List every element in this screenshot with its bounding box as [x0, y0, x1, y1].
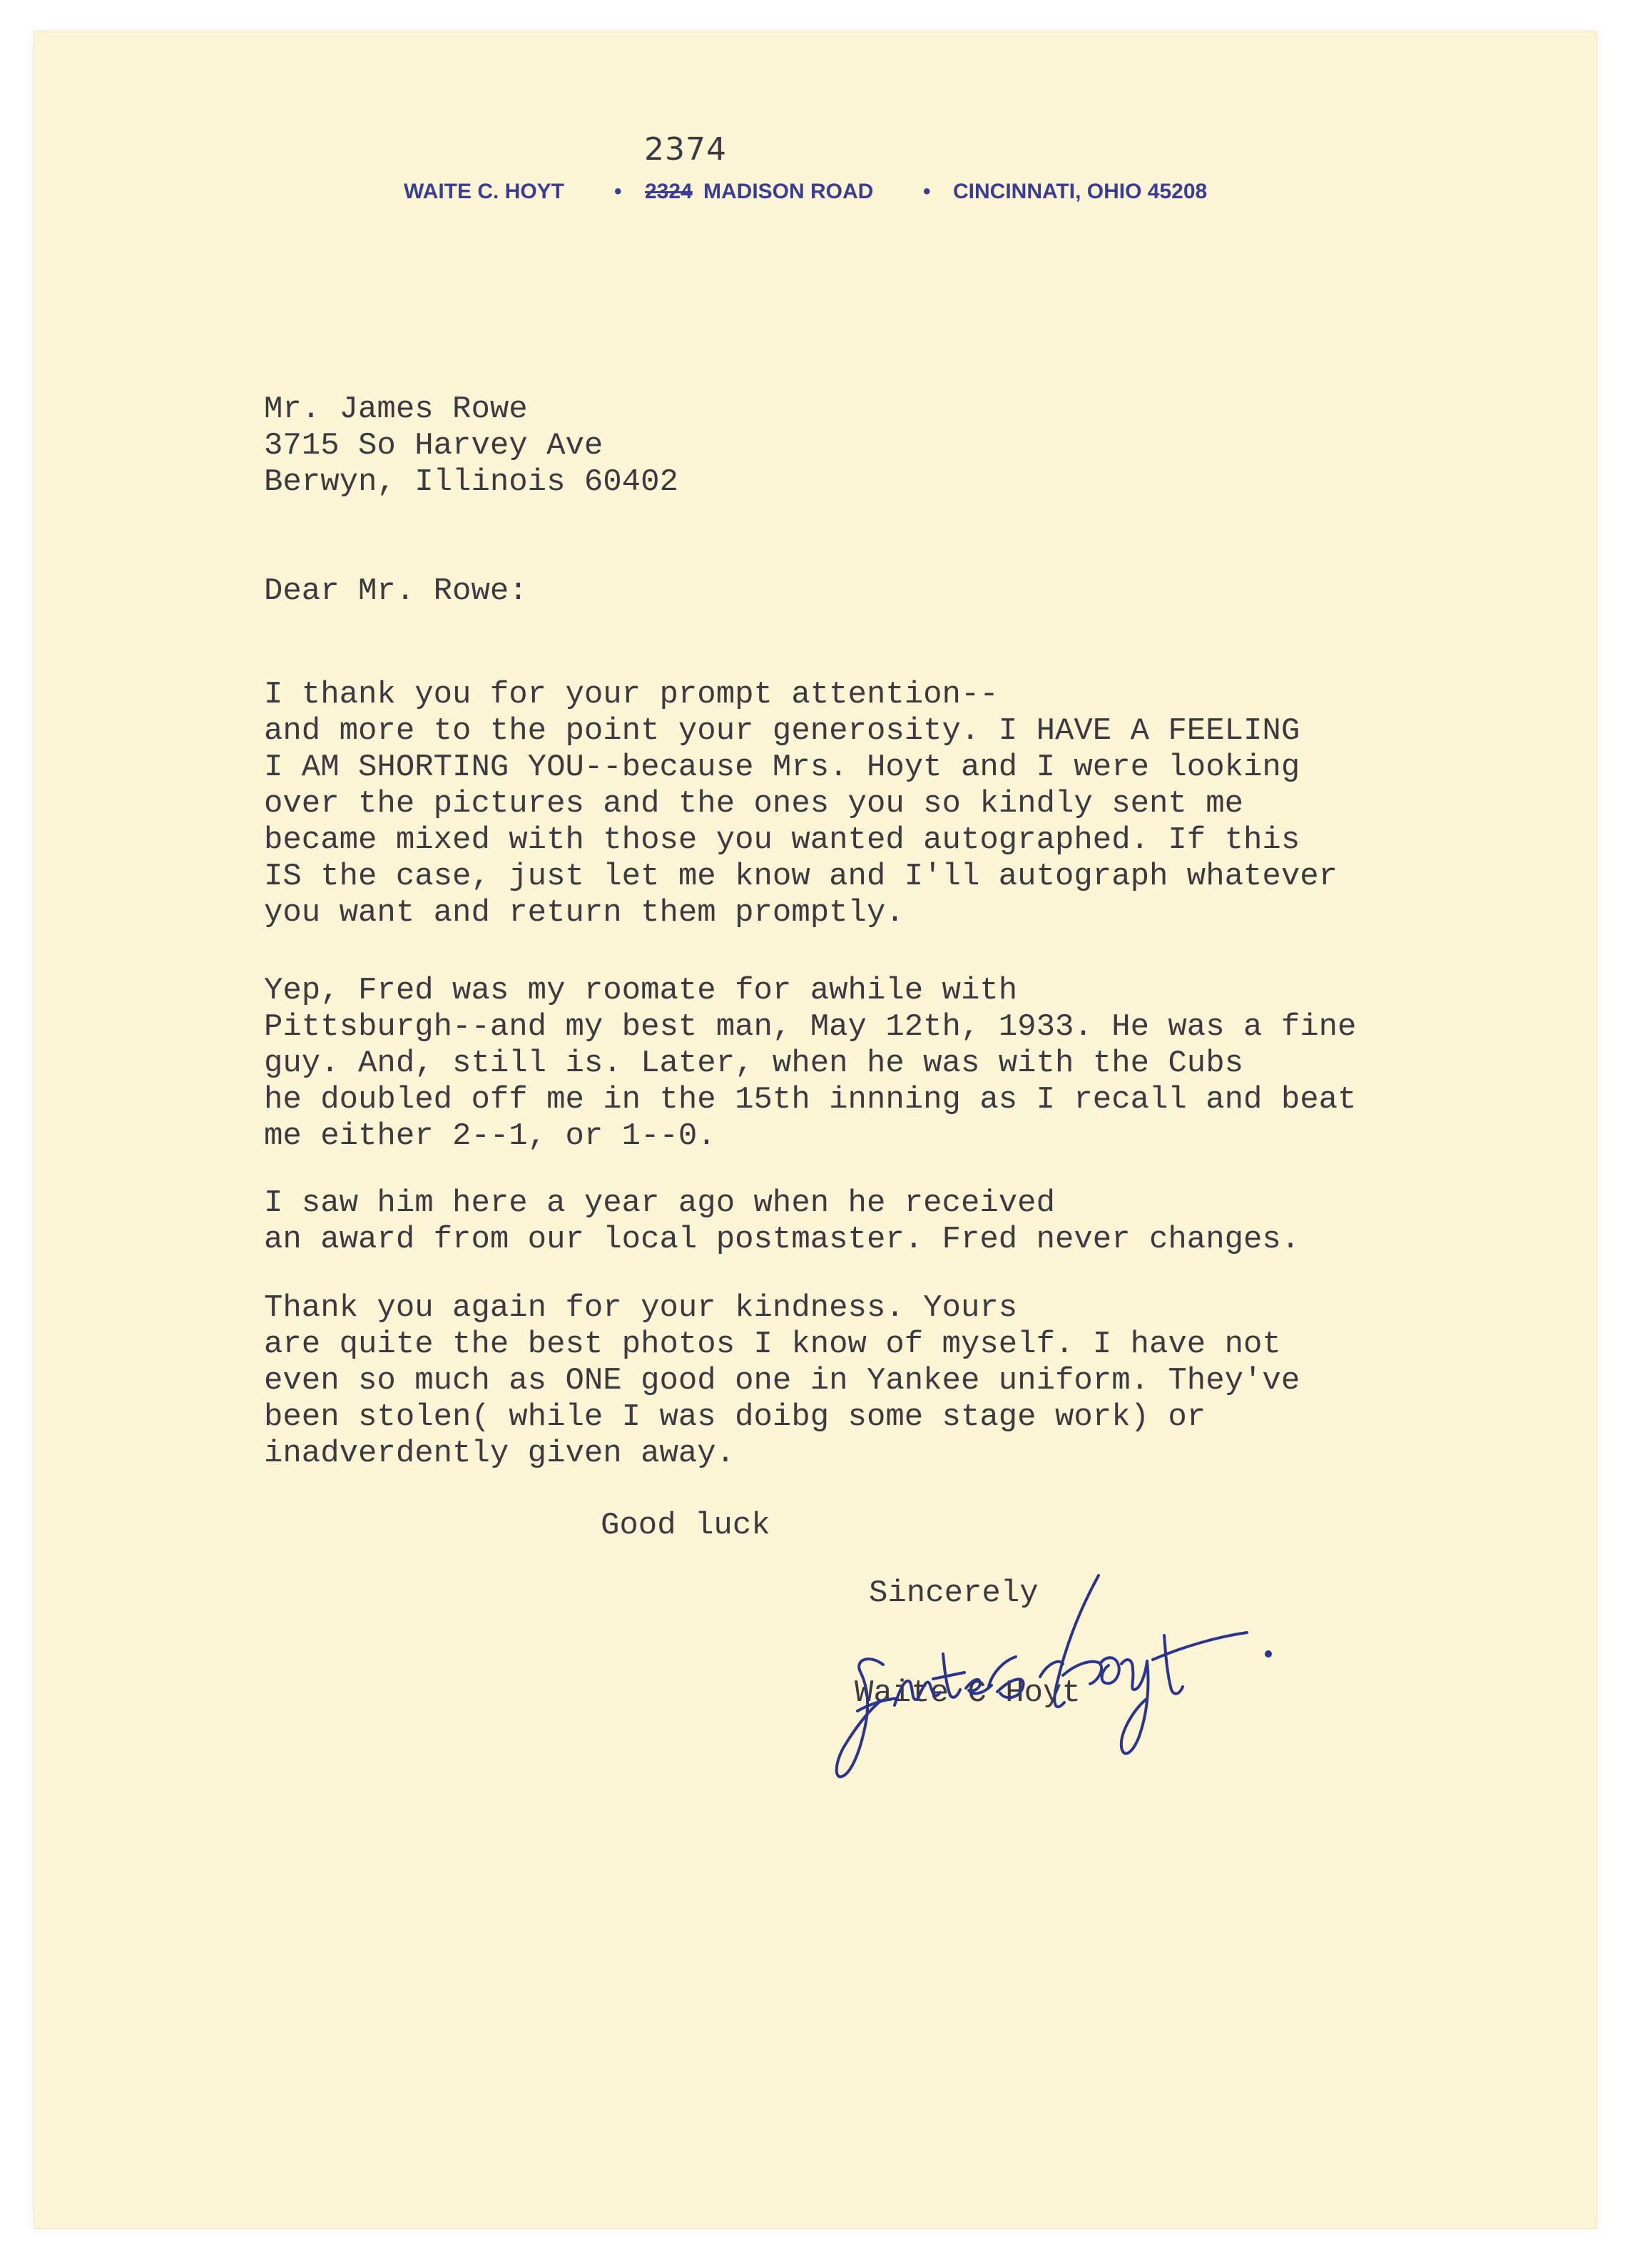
body-line: me either 2--1, or 1--0.: [264, 1118, 716, 1154]
body-line: guy. And, still is. Later, when he was with the Cubs: [264, 1046, 1244, 1081]
letterhead: [404, 180, 1295, 208]
body-line: I AM SHORTING YOU--because Mrs. Hoyt and I were looking: [264, 750, 1300, 785]
body-paragraph-1: [264, 677, 1338, 931]
letterhead-struck-number: 2324: [645, 180, 693, 203]
body-line: and more to the point your generosity. I HAVE A FEELING: [264, 713, 1300, 749]
body-line: you want and return them promptly.: [264, 895, 905, 931]
letterhead-separator: •: [923, 180, 931, 203]
handwritten-address-number: 2374: [644, 131, 727, 168]
salutation: Dear Mr. Rowe:: [264, 573, 528, 609]
letterhead-city: CINCINNATI, OHIO 45208: [953, 180, 1208, 203]
recipient-street: 3715 So Harvey Ave: [264, 428, 603, 464]
letterhead-separator: •: [614, 180, 622, 203]
handwritten-signature: [826, 1547, 1297, 1782]
body-line: I thank you for your prompt attention--: [264, 677, 999, 712]
body-line: IS the case, just let me know and I'll autograph whatever: [264, 859, 1338, 894]
body-line: are quite the best photos I know of myself. I have not: [264, 1327, 1281, 1362]
body-line: Thank you again for your kindness. Yours: [264, 1290, 1018, 1326]
body-line: Pittsburgh--and my best man, May 12th, 1933. He was a fine: [264, 1009, 1357, 1045]
letter-page: [34, 31, 1596, 2228]
body-line: even so much as ONE good one in Yankee uniform. They've: [264, 1363, 1300, 1399]
letterhead-name: WAITE C. HOYT: [404, 180, 564, 203]
body-paragraph-3: [264, 1185, 1300, 1258]
closing: Good luck: [601, 1508, 770, 1543]
recipient-name: Mr. James Rowe: [264, 392, 528, 427]
typed-name: Waite C Hoyt: [855, 1675, 1081, 1711]
body-line: inadverdently given away.: [264, 1436, 735, 1471]
signoff: Sincerely: [869, 1575, 1039, 1611]
body-line: he doubled off me in the 15th innning as I recall and beat: [264, 1082, 1357, 1118]
body-line: been stolen( while I was doibg some stage work) or: [264, 1399, 1206, 1435]
letterhead-street: MADISON ROAD: [703, 180, 874, 203]
body-line: became mixed with those you wanted autographed. If this: [264, 822, 1300, 858]
body-line: an award from our local postmaster. Fred never changes.: [264, 1222, 1300, 1257]
body-paragraph-2: [264, 973, 1356, 1155]
body-line: Yep, Fred was my roomate for awhile with: [264, 973, 1018, 1008]
body-line: I saw him here a year ago when he received: [264, 1185, 1055, 1221]
body-paragraph-4: [264, 1290, 1300, 1472]
recipient-address: [264, 392, 678, 501]
body-line: over the pictures and the ones you so kindly sent me: [264, 786, 1244, 822]
recipient-city: Berwyn, Illinois 60402: [264, 464, 678, 500]
